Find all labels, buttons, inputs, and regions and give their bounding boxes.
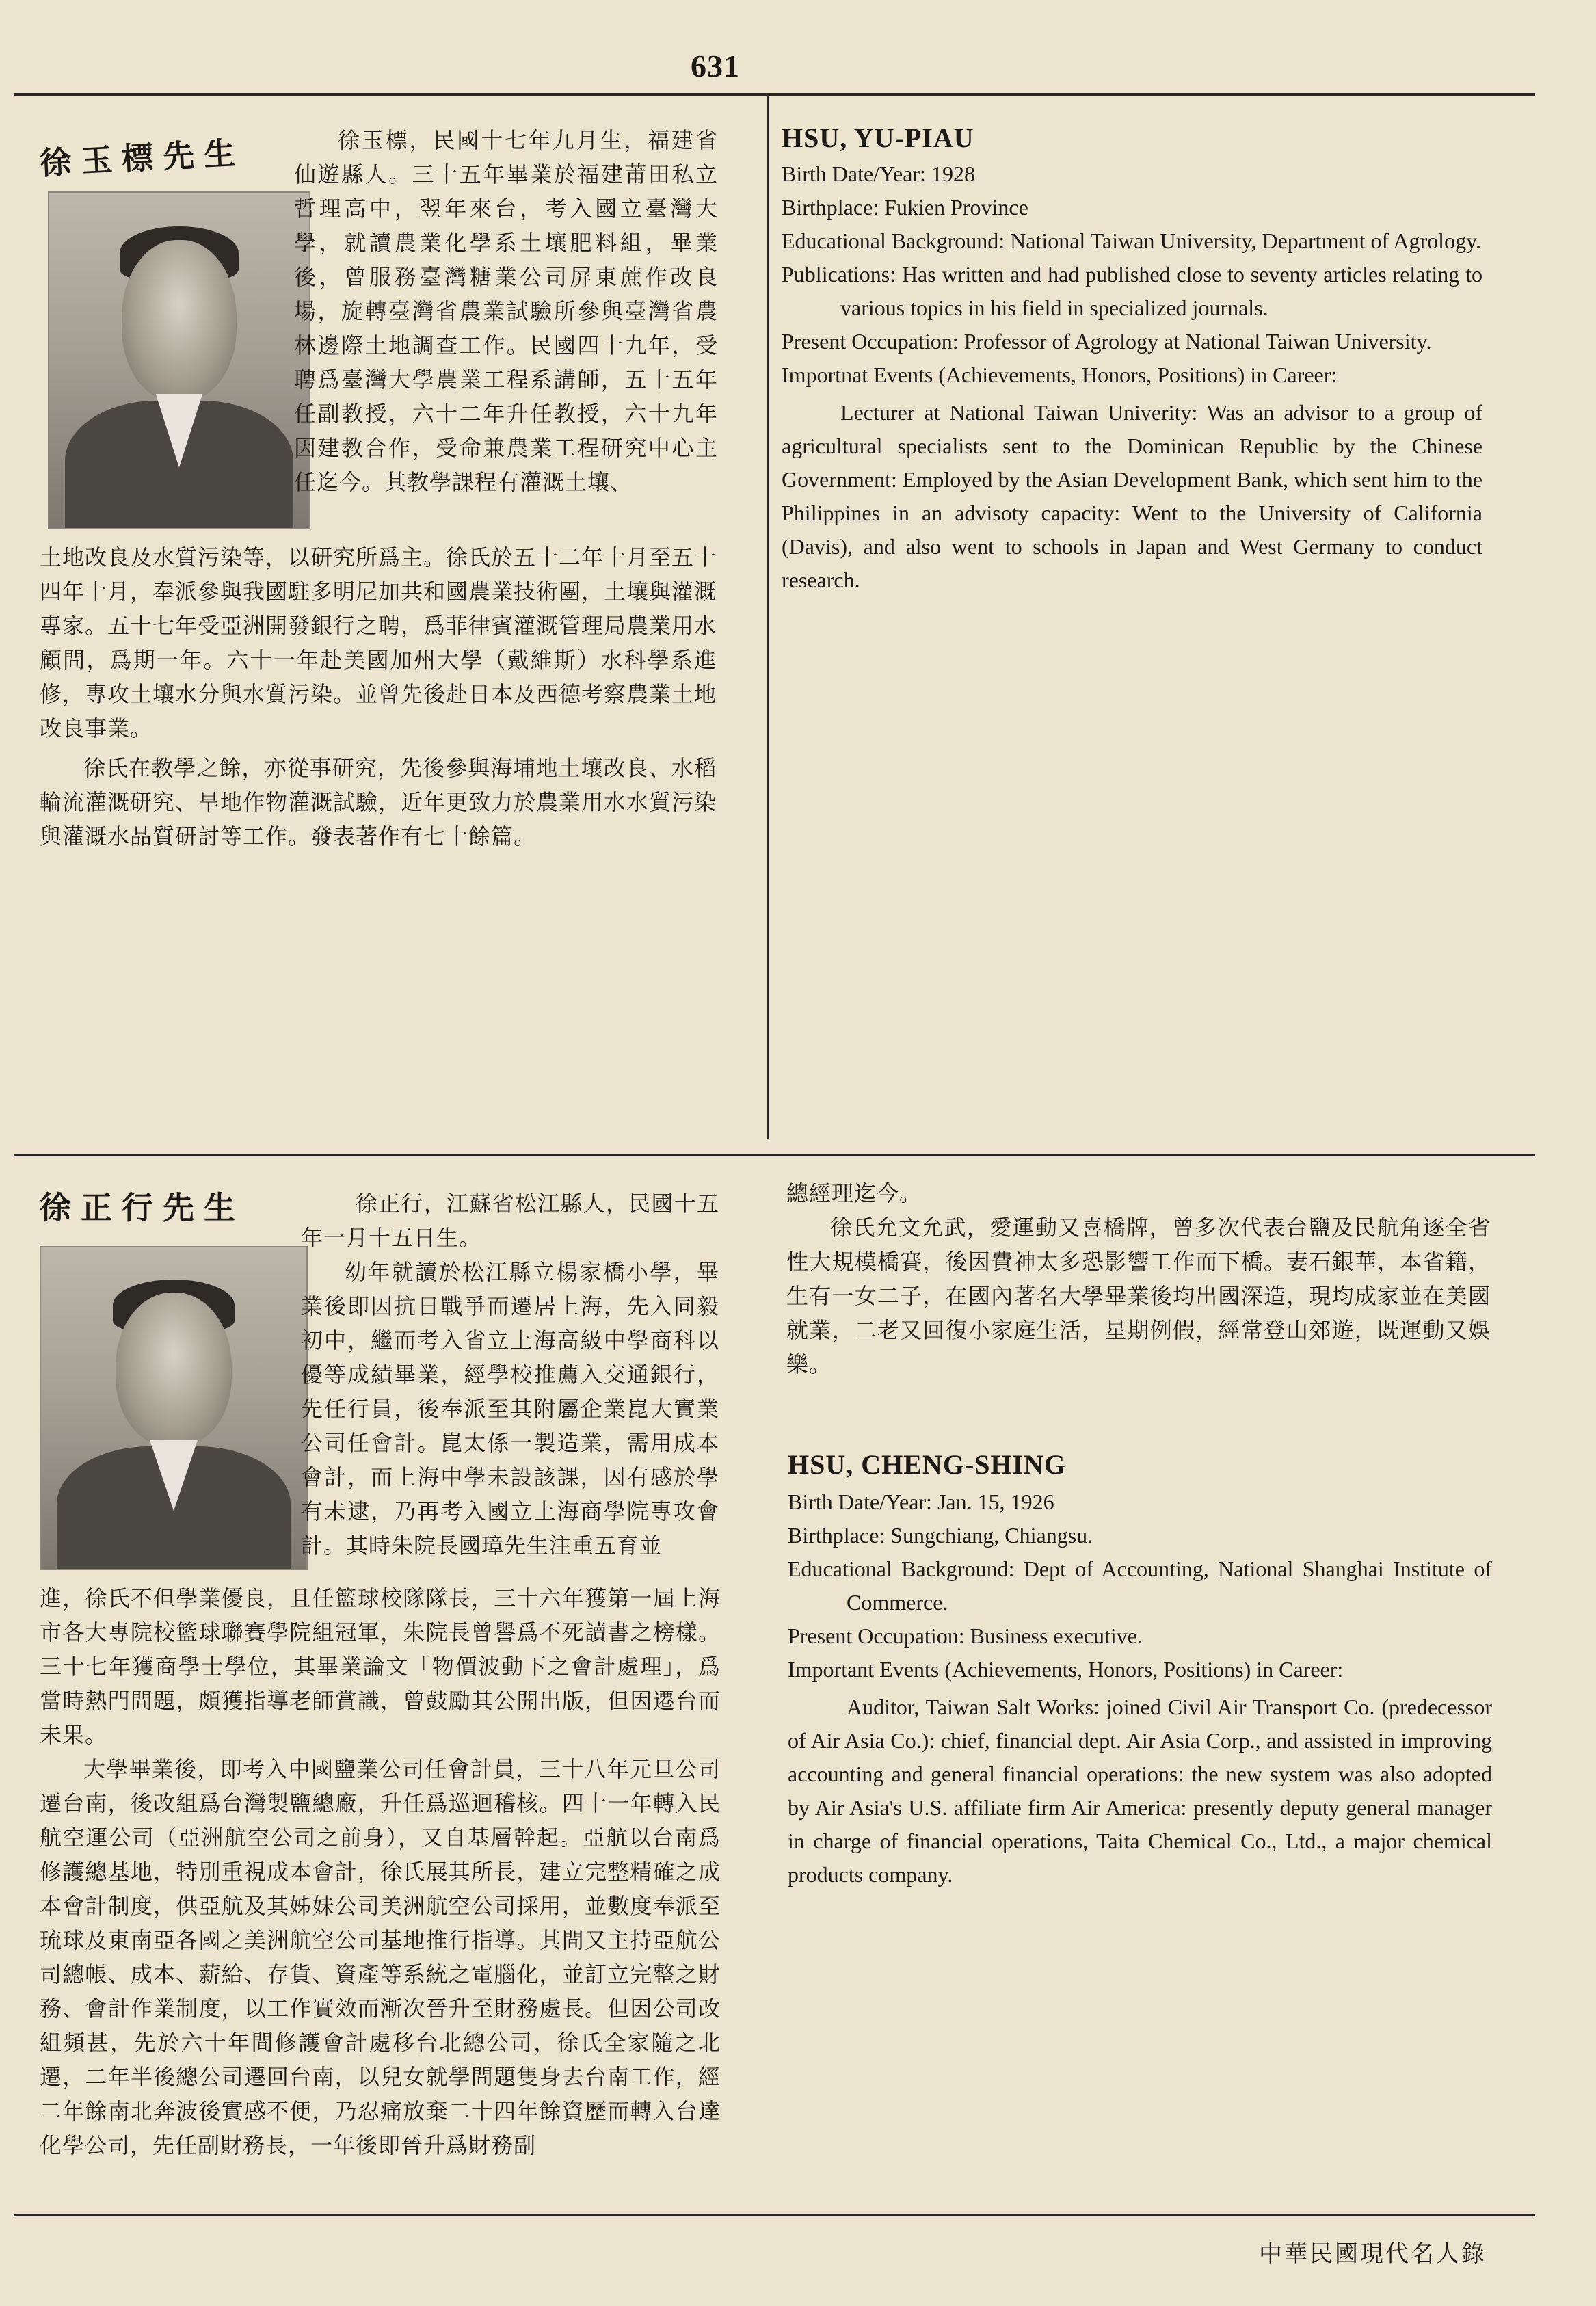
career-text: Lecturer at National Taiwan Univerity: Was an advisor to a group of agricultural specialists sent to the Dominican Republic by the Chinese Government: Employed by the Asian Development Bank, which sent him to the Philippines in an advisoty capacity: Went to the University of California (Davis), and also went to schools in Japan and West Germany to conduct research. bbox=[782, 400, 1482, 592]
field-events: Important Events (Achievements, Honors, Positions) in Career: bbox=[788, 1657, 1344, 1682]
name-en: HSU, YU-PIAU bbox=[782, 122, 974, 153]
field-education: Educational Background: National Taiwan University, Department of Agrology. bbox=[782, 228, 1481, 253]
name-cn: 徐玉標先生 bbox=[38, 134, 246, 182]
section-divider bbox=[14, 1154, 1535, 1156]
bio-cn-wide: 土地改良及水質污染等，以研究所爲主。徐氏於五十二年十月至五十四年十月，奉派參與我國駐多明尼加共和國農業技術團，土壤與灌溉專家。五十七年受亞洲開發銀行之聘，爲菲律賓灌溉管理局農業用水顧問，爲期一年。六十一年赴美國加州大學（戴維斯）水科學系進修，專攻土壤水分與水質污染。並曾先後赴日本及西德考察農業土地改良事業。 徐氏在教學之餘，亦從事研究，先後參與海埔地土壤改良、水稻輪流灌溉研究、旱地作物灌溉試驗，近年更致力於農業用水水質污染與灌溉水品質研討等工作。發表著作有七十餘篇。 bbox=[40, 540, 717, 853]
footer-book-title: 中華民國現代名人錄 bbox=[1259, 2240, 1487, 2268]
career-text: Auditor, Taiwan Salt Works: joined Civil Air Transport Co. (predecessor of Air Asia Co.): chief, financial dept. Air Asia Corp., and assisted in improving accounting and general financial operations: the new system was also adopted by Air Asia's U.S. affiliate firm Air America: presently deputy general manager in charge of financial operations, Taita Chemical Co., Ltd., a major chemical products company. bbox=[788, 1695, 1492, 1887]
field-birth: Birth Date/Year: Jan. 15, 1926 bbox=[788, 1489, 1054, 1514]
bio-en bbox=[782, 157, 1482, 597]
field-events: Importnat Events (Achievements, Honors, Positions) in Career: bbox=[782, 362, 1338, 387]
name-en: HSU, CHENG-SHING bbox=[788, 1449, 1067, 1480]
bio-cn-wide: 進，徐氏不但學業優良，且任籃球校隊隊長，三十六年獲第一屆上海市各大專院校籃球聯賽學院組冠軍，朱院長曾譽爲不死讀書之榜樣。三十七年獲商學士學位，其畢業論文「物價波動下之會計處理」，爲當時熱門問題，頗獲指導老師賞識，曾鼓勵其公開出版，但因遷台而未果。 大學畢業後，即考入中國鹽業公司任會計員，三十八年元旦公司遷台南，後改組爲台灣製鹽總廠，升任爲巡迴稽核。四十一年轉入民航空運公司（亞洲航空公司之前身），又自基層幹起。亞航以台南爲修護總基地，特別重視成本會計，徐氏展其所長，建立完整精確之成本會計制度，供亞航及其姊妹公司美洲航空公司採用，並數度奉派至琉球及東南亞各國之美洲航空公司基地推行指導。其間又主持亞航公司總帳、成本、薪給、存貨、資產等系統之電腦化，並訂立完整之財務、會計作業制度，以工作實效而漸次晉升至財務處長。但因公司改組頻甚，先於六十年間修護會計處移台北總公司，徐氏全家隨之北遷，二年半後總公司遷回台南，以兒女就學問題隻身去台南工作，經二年餘南北奔波後實感不便，乃忍痛放棄二十四年餘資歷而轉入台達化學公司，先任副財務長，一年後即晉升爲財務副 bbox=[40, 1581, 721, 2162]
bio-cn-right: 總經理迄今。 徐氏允文允武，愛運動又喜橋牌，曾多次代表台鹽及民航角逐全省性大規模橋賽，後因費神太多恐影響工作而下橋。妻石銀華，本省籍，生有一女二子，在國內著名大學畢業後均出國深造，現均成家並在美國就業，二老又回復小家庭生活，星期例假，經常登山郊遊，既運動又娛樂。 bbox=[786, 1180, 1491, 1377]
portrait-photo bbox=[48, 191, 310, 529]
field-education: Educational Background: Dept of Accounting, National Shanghai Institute of Commerce. bbox=[788, 1556, 1492, 1615]
bio-cn-paragraph-3: 大學畢業後，即考入中國鹽業公司任會計員，三十八年元旦公司遷台南，後改組爲台灣製鹽總廠，升任爲巡迴稽核。四十一年轉入民航空運公司（亞洲航空公司之前身），又自基層幹起。亞航以台南爲修護總基地，特別重視成本會計，徐氏展其所長，建立完整精確之成本會計制度，供亞航及其姊妹公司美洲航空公司採用，並數度奉派至琉球及東南亞各國之美洲航空公司基地推行指導。其間又主持亞航公司總帳、成本、薪給、存貨、資產等系統之電腦化，並訂立完整之財務、會計作業制度，以工作實效而漸次晉升至財務處長。但因公司改組頻甚，先於六十年間修護會計處移台北總公司，徐氏全家隨之北遷，二年半後總公司遷回台南，以兒女就學問題隻身去台南工作，經二年餘南北奔波後實感不便，乃忍痛放棄二十四年餘資歷而轉入台達化學公司，先任副財務長，一年後即晉升爲財務副 bbox=[40, 1756, 721, 2158]
name-cn: 徐正行先生 bbox=[40, 1189, 245, 1226]
portrait-photo bbox=[40, 1246, 308, 1570]
page-number: 631 bbox=[691, 49, 740, 83]
field-occupation: Present Occupation: Business executive. bbox=[788, 1624, 1143, 1648]
field-birthplace: Birthplace: Fukien Province bbox=[782, 195, 1028, 220]
bio-cn-paragraph: 徐玉標，民國十七年九月生，福建省仙遊縣人。三十五年畢業於福建莆田私立哲理高中，翌年來台，考入國立臺灣大學，就讀農業化學系土壤肥料組，畢業後，曾服務臺灣糖業公司屏東蔗作改良場，旋轉臺灣省農業試驗所參與臺灣省農林邊際土地調查工作。民國四十九年，受聘爲臺灣大學農業工程系講師，五十五年任副教授，六十二年升任教授，六十九年因建教合作，受命兼農業工程研究中心主任迄今。其教學課程有灌溉土壤、 bbox=[294, 127, 718, 495]
column-divider-top bbox=[767, 96, 769, 1139]
bio-cn-paragraph-2: 徐氏在教學之餘，亦從事研究，先後參與海埔地土壤改良、水稻輪流灌溉研究、旱地作物灌溉試驗，近年更致力於農業用水水質污染與灌溉水品質研討等工作。發表著作有七十餘篇。 bbox=[40, 755, 717, 849]
header-rule bbox=[14, 93, 1535, 96]
field-birth: Birth Date/Year: 1928 bbox=[782, 161, 975, 186]
field-occupation: Present Occupation: Professor of Agrology at National Taiwan University. bbox=[782, 329, 1432, 354]
field-publications: Publications: Has written and had published close to seventy articles relating to various topics in his field in specialized journals. bbox=[782, 262, 1482, 320]
bio-cn-part1: 徐正行，江蘇省松江縣人，民國十五年一月十五日生。 幼年就讀於松江縣立楊家橋小學，畢業後即因抗日戰爭而遷居上海，先入同毅初中，繼而考入省立上海高級中學商科以優等成績畢業，經學校推薦入交通銀行，先任行員，後奉派至其附屬企業崑大實業公司任會計。崑太係一製造業，需用成本會計，而上海中學未設該課，因有感於學有未逮，乃再考入國立上海商學院專攻會計。其時朱院長國璋先生注重五育並 bbox=[301, 1191, 719, 1559]
bio-en bbox=[788, 1485, 1492, 1892]
bio-cn-part1 bbox=[294, 123, 718, 499]
footer-rule bbox=[14, 2214, 1535, 2216]
field-birthplace: Birthplace: Sungchiang, Chiangsu. bbox=[788, 1523, 1093, 1548]
